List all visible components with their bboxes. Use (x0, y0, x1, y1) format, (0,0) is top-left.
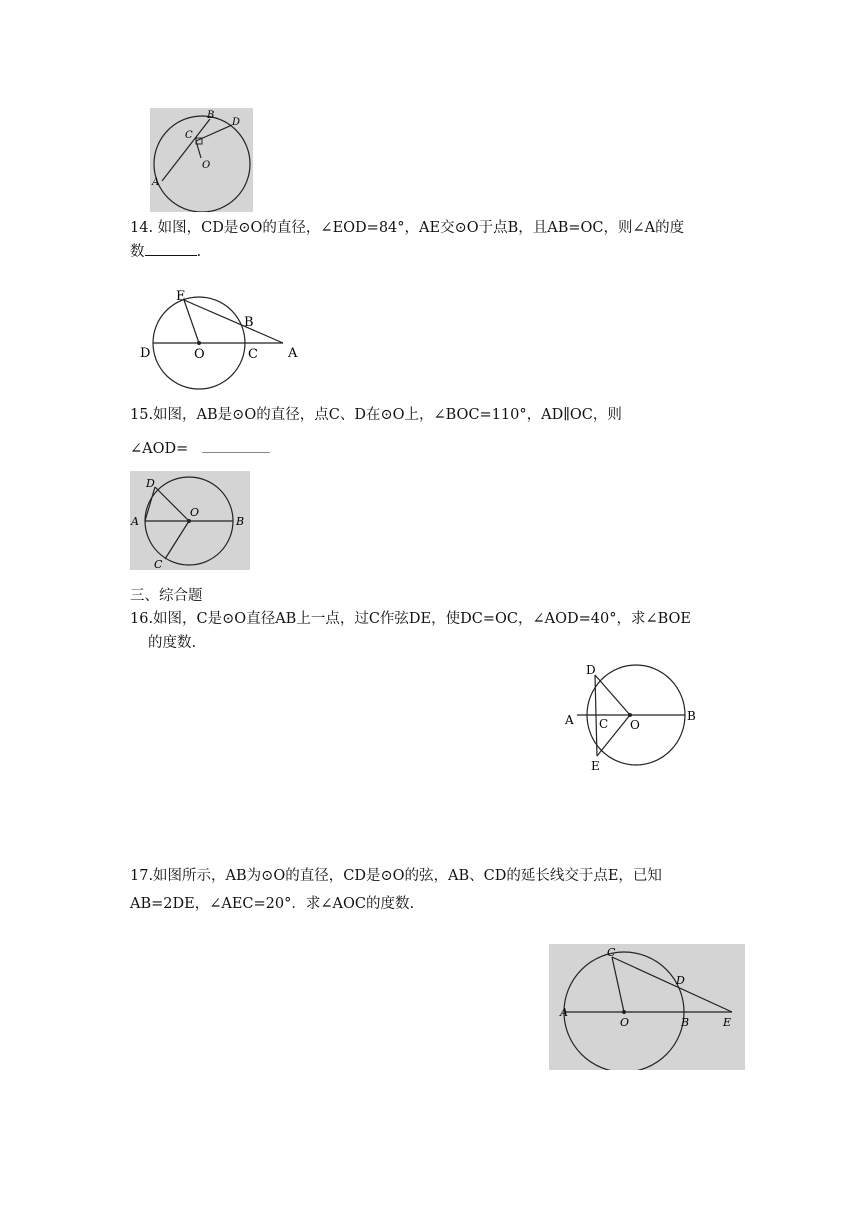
label-b: B (244, 315, 254, 330)
label-o: O (194, 347, 205, 362)
figure-13 (150, 108, 253, 212)
q14-line1: 14. 如图，CD是⊙O的直径，∠EOD=84°，AE交⊙O于点B，且AB=OC，则∠A的度 (130, 220, 685, 236)
segment-do (155, 487, 189, 521)
q16-line2: 的度数. (148, 635, 197, 651)
label-d: D (146, 477, 155, 490)
label-b: B (207, 110, 215, 121)
label-d: D (232, 117, 241, 128)
segment-do (595, 675, 630, 715)
center-dot (628, 713, 632, 717)
label-a: A (565, 713, 574, 727)
label-o: O (190, 506, 200, 519)
label-c: C (154, 558, 163, 570)
line-eo (184, 300, 199, 343)
label-o: O (620, 1016, 630, 1029)
q15-line2 (130, 438, 270, 460)
label-o: O (202, 160, 211, 171)
figure-15 (130, 471, 250, 570)
label-c: C (599, 717, 609, 731)
q17-line2: AB=2DE，∠AEC=20°．求∠AOC的度数. (130, 896, 415, 912)
label-c: C (248, 347, 258, 362)
segment-cd (196, 125, 232, 141)
label-d: D (140, 346, 151, 361)
label-e: E (176, 289, 186, 304)
figure-16-svg (560, 660, 705, 775)
center-dot (187, 519, 191, 523)
q15-line1: 15.如图，AB是⊙O的直径，点C、D在⊙O上，∠BOC=110°，AD∥OC，则 (130, 407, 622, 423)
label-c: C (185, 130, 193, 141)
figure-17 (549, 944, 745, 1070)
q14-line2 (130, 241, 201, 263)
figure-15-svg (130, 471, 250, 570)
label-b: B (687, 709, 696, 723)
q17-line1: 17.如图所示，AB为⊙O的直径，CD是⊙O的弦，AB、CD的延长线交于点E，已知 (130, 868, 662, 884)
label-b: B (236, 515, 245, 528)
figure-14 (138, 282, 308, 390)
q14-line2-end: . (196, 244, 202, 260)
label-d: D (676, 974, 685, 987)
label-d: D (586, 663, 596, 677)
label-b: B (681, 1016, 690, 1029)
label-e: E (723, 1016, 732, 1029)
center-dot (622, 1010, 626, 1014)
line-ce (612, 957, 732, 1012)
figure-16 (560, 660, 705, 775)
segment-oc (165, 521, 189, 559)
segment-ad (145, 487, 155, 521)
label-a: A (131, 515, 139, 528)
q15-answer-blank (202, 438, 270, 453)
figure-13-svg (150, 108, 253, 212)
section-3-title: 三、综合题 (130, 588, 203, 604)
figure-14-svg (138, 282, 308, 390)
line-ea (184, 300, 283, 343)
q14-line2-text: 数 (130, 244, 145, 260)
segment-co (612, 957, 624, 1012)
figure-17-svg (549, 944, 745, 1070)
center-dot (197, 341, 201, 345)
label-a: A (288, 346, 298, 361)
q16-line1: 16.如图，C是⊙O直径AB上一点，过C作弦DE，使DC=OC，∠AOD=40°，求∠BOE (130, 611, 692, 627)
label-a: A (560, 1006, 568, 1019)
label-c: C (607, 946, 616, 959)
q14-answer-blank (145, 241, 197, 256)
label-e: E (591, 759, 600, 773)
label-a: A (152, 177, 160, 188)
label-o: O (630, 718, 640, 732)
q15-line2-text: ∠AOD= (130, 441, 189, 457)
